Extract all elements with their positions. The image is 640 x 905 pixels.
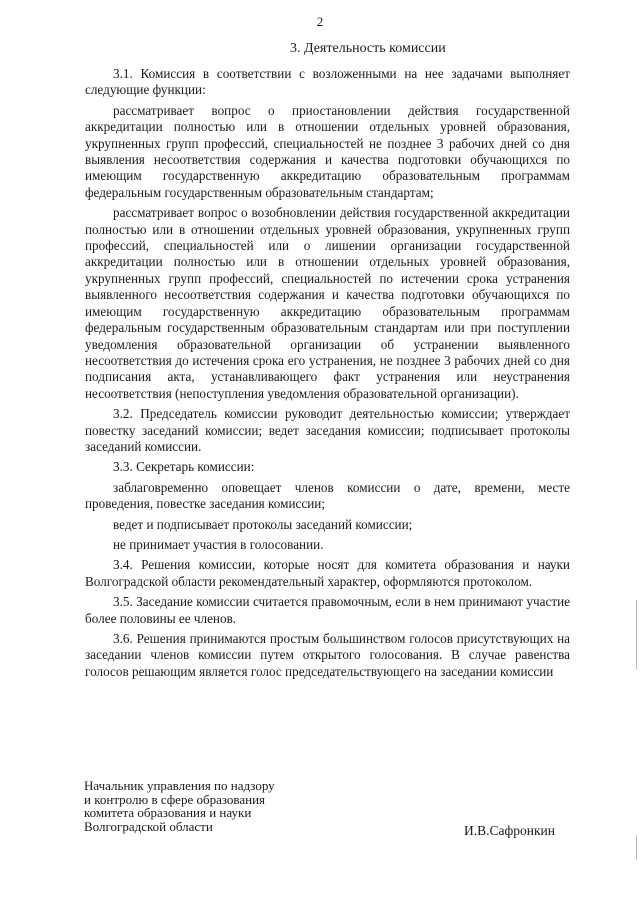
signer-position-line: и контролю в сфере образования [84, 791, 266, 807]
document-body [85, 66, 570, 684]
paragraph-3-4: 3.4. Решения комиссии, которые носят для комитета образования и науки Волгоградской области рекомендательный характер, оформляются протоколом. [85, 557, 570, 589]
section-title: 3. Деятельность комиссии [290, 41, 446, 56]
paragraph-3-3: 3.3. Секретарь комиссии: [113, 459, 255, 475]
signer-name: И.В.Сафронкин [464, 823, 555, 838]
paragraph-secretary-vote: не принимает участия в голосовании. [113, 536, 324, 552]
paragraph-secretary-minutes: ведет и подписывает протоколы заседаний комиссии; [113, 516, 413, 532]
paragraph-secretary-notify: заблаговременно оповещает членов комиссии о дате, времени, месте проведения, повестке заседания комиссии; [85, 479, 570, 512]
paragraph-suspension: рассматривает вопрос о приостановлении действия государственной аккредитации полностью или в отношении отдельных уровней образования, укрупненных групп профессий, специальностей не позднее 3 рабочих дней со дня выявления несоответствия содержания и качества подготовки обучающихся по имеющим государственную аккредитацию образовательным программам федеральным государственным образовательным стандартам; [85, 102, 570, 200]
signer-position-line: Волгоградской области [84, 818, 213, 834]
paragraph-3-2: 3.2. Председатель комиссии руководит деятельностью комиссии; утверждает повестку заседаний комиссии; ведет заседания комиссии; подписывает протоколы заседаний комиссии. [85, 406, 570, 454]
scan-edge-mark [636, 600, 637, 670]
paragraph-3-5: 3.5. Заседание комиссии считается правомочным, если в нем принимают участие более половины ее членов. [85, 594, 570, 626]
page-number: 2 [316, 14, 324, 29]
scan-edge-mark [636, 835, 637, 860]
paragraph-3-1: 3.1. Комиссия в соответствии с возложенными на нее задачами выполняет следующие функции: [85, 66, 570, 98]
signer-position-line: комитета образования и науки [84, 805, 252, 821]
paragraph-renewal: рассматривает вопрос о возобновлении действия государственной аккредитации полностью или в отношении отдельных уровней образования, укрупненных групп профессий, специальностей или о лишении организации государственной аккредитации полностью или в отношении отдельных уровней образования, укрупненных групп профессий, специальностей по истечении срока устранения выявленного несоответствия содержания и качества подготовки обучающихся по имеющим государственную аккредитацию образовательным программам федеральным государственным образовательным стандартам или при поступлении уведомления образовательной организации об устранении выявленного несоответствия до истечения срока его устранения, не позднее 3 рабочих дней со дня подписания акта, устанавливающего факт устранения или неустранения несоответствия (непоступления уведомления образовательной организации). [85, 205, 570, 401]
signature-block [84, 779, 275, 833]
signer-position-line: Начальник управления по надзору [84, 778, 275, 793]
paragraph-3-6: 3.6. Решения принимаются простым большинством голосов присутствующих на заседании членов комиссии путем открытого голосования. В случае равенства голосов решающим является голос председательствующего на заседании комиссии [85, 631, 570, 679]
